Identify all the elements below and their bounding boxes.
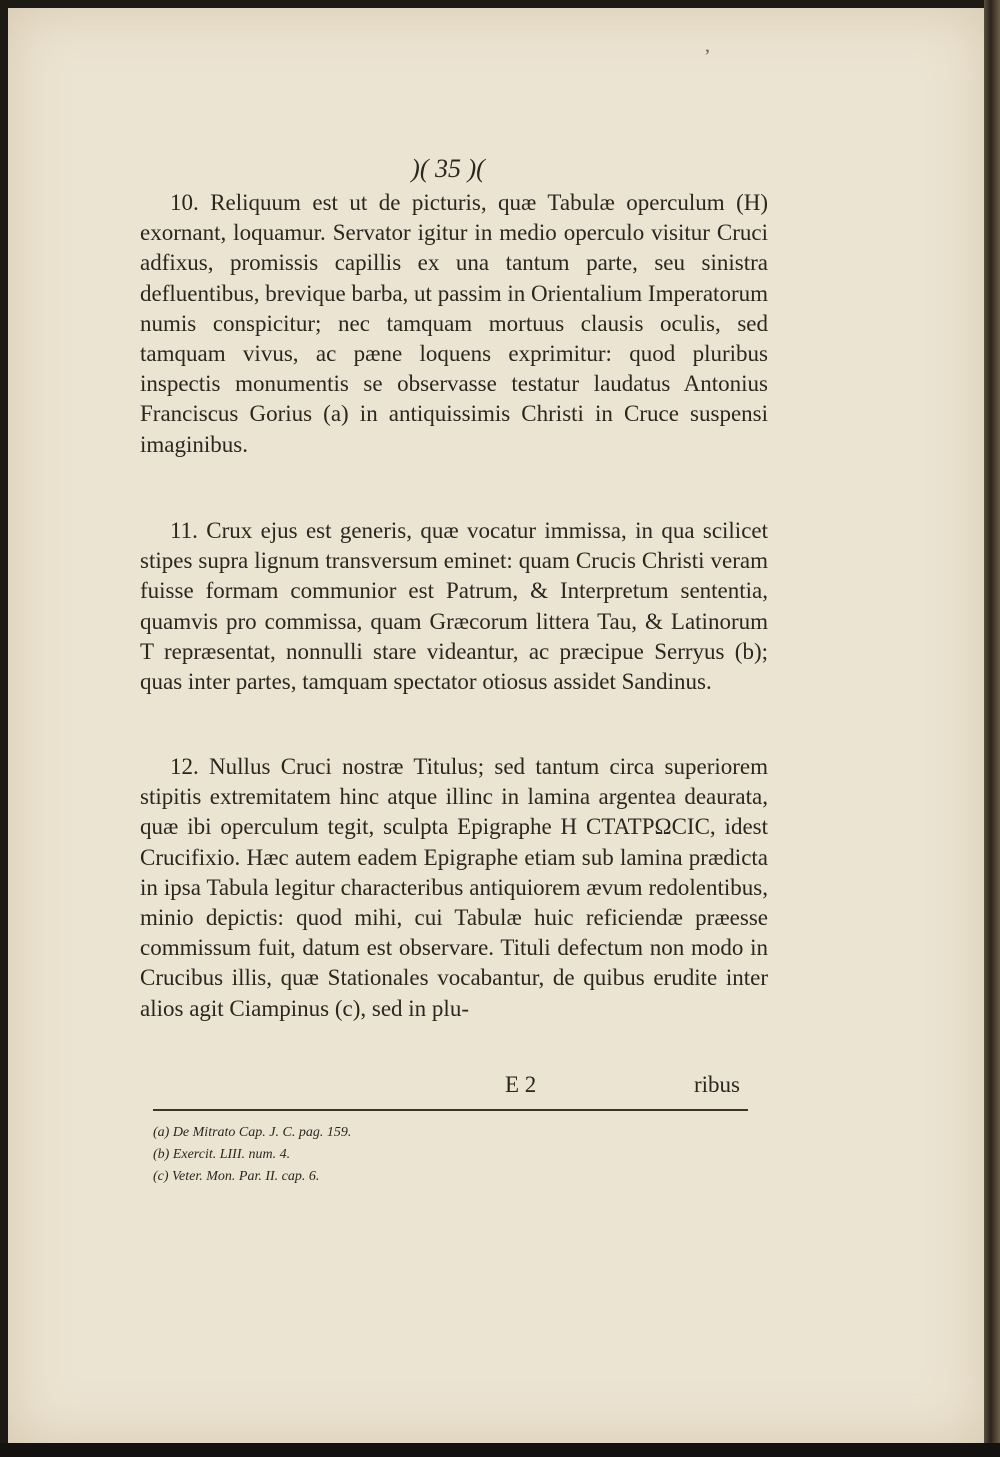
book-spine-edge [984,0,1000,1457]
footnote-b: (b) Exercit. LIII. num. 4. [153,1147,291,1162]
catch-line [140,1072,768,1102]
footnote-c: (c) Veter. Mon. Par. II. cap. 6. [153,1169,320,1184]
paragraph-11: 11. Crux ejus est generis, quæ vocatur immissa, in qua scilicet stipes supra lignum transversum eminet: quam Crucis Christi veram fuisse formam communior est Patrum, & Interpretum sententia, quamvis pro commissa, quam Græcorum littera Tau, & Latinorum T repræsentat, nonnulli stare videantur, ac præcipue Serryus (b); quas inter partes, tamquam spectator otiosus assidet Sandinus. [140,518,768,695]
paragraph-10-block [140,188,768,460]
paragraph-10: 10. Reliquum est ut de picturis, quæ Tabulæ operculum (H) exornant, loquamur. Servator igitur in medio operculo visitur Cruci adfixus, promissis capillis ex una tantum parte, seu sinistra defluentibus, brevique barba, ut passim in Orientalium Imperatorum numis conspicitur; nec tamquam mortuus clausis oculis, sed tamquam vivus, ac pæne loquens exprimitur: quod pluribus inspectis monumentis se observasse testatur laudatus Antonius Franciscus Gorius (a) in antiquissimis Christi in Cruce suspensi imaginibus. [140,190,768,457]
book-page [8,8,986,1444]
paragraph-12-block [140,752,768,1024]
paragraph-11-block [140,516,768,697]
footnote-a: (a) De Mitrato Cap. J. C. pag. 159. [153,1125,352,1140]
catchword: ribus [694,1072,740,1097]
signature-mark: E 2 [505,1072,537,1097]
page-header: )( 35 )( [411,154,485,183]
bottom-edge [0,1443,1000,1457]
ink-speck: ʼ [704,46,711,68]
footnotes [153,1122,653,1188]
footnote-rule [153,1109,748,1111]
paragraph-12: 12. Nullus Cruci nostræ Titulus; sed tantum circa superiorem stipitis extremitatem hinc atque illinc in lamina argentea deaurata, quæ ibi operculum tegit, sculpta Epigraphe H CTATPΩCIC, idest Crucifixio. Hæc autem eadem Epigraphe etiam sub lamina prædicta in ipsa Tabula legitur characteribus antiquiorem ævum redolentibus, minio depictis: quod mihi, cui Tabulæ huic reficiendæ præesse commissum fuit, datum est observare. Tituli defectum non modo in Crucibus illis, quæ Stationales vocabantur, de quibus erudite inter alios agit Ciampinus (c), sed in plu- [140,754,768,1021]
